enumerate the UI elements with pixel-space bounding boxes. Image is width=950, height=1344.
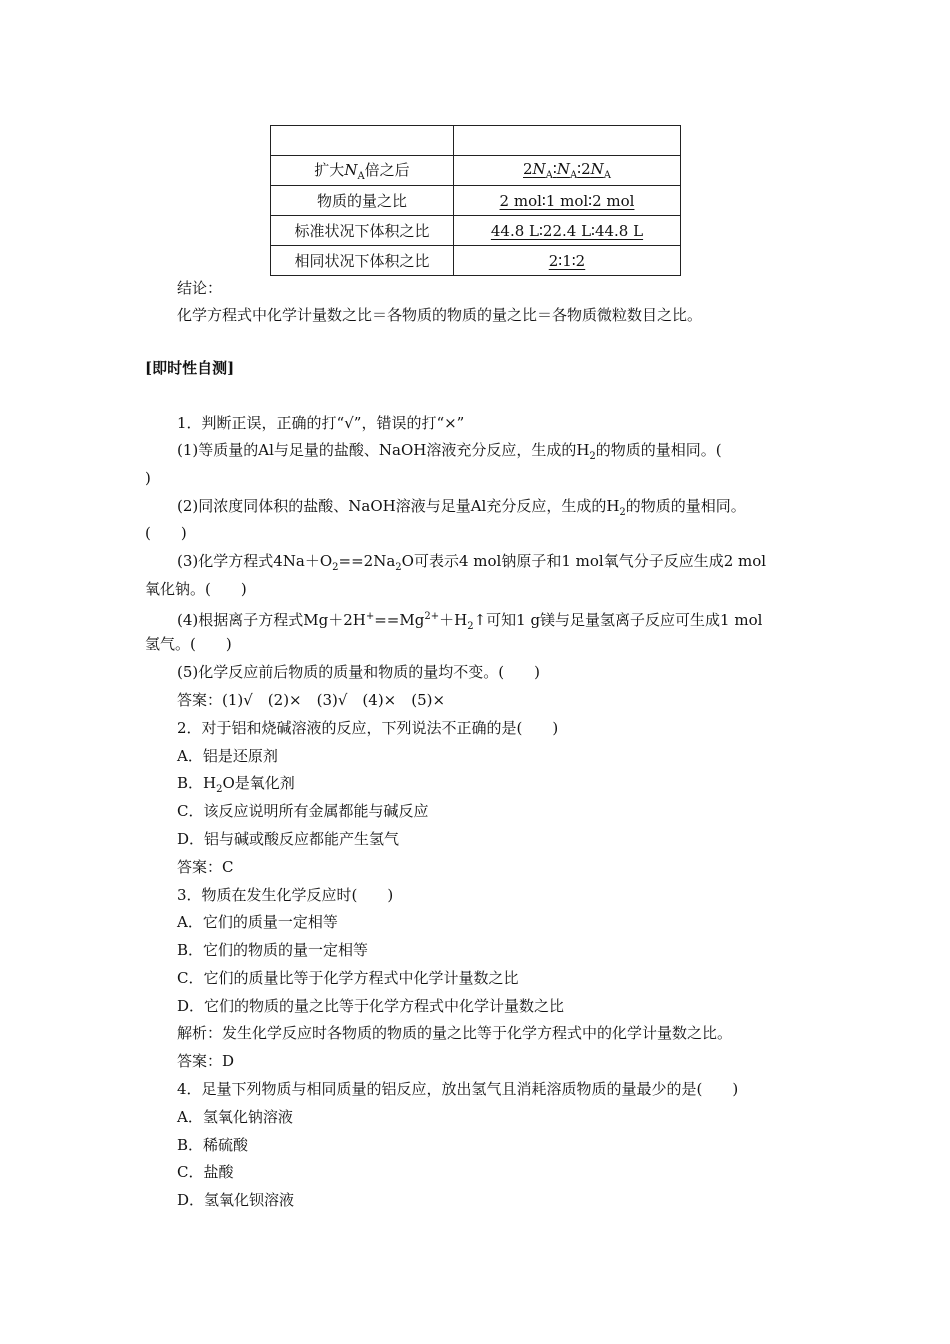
table-cell-label: 扩大$N_A$倍之后	[271, 156, 454, 186]
q1-item-1-cont: )	[145, 469, 151, 487]
q2-option-d: D．铝与碱或酸反应都能产生氢气	[177, 830, 400, 848]
table-cell-label: 标准状况下体积之比	[271, 216, 454, 246]
q4-stem: 4．足量下列物质与相同质量的铝反应，放出氢气且消耗溶质物质的量最少的是( )	[177, 1080, 739, 1098]
q2-option-b: B．$H_2O$是氧化剂	[177, 774, 295, 795]
table-cell-value: $2N_A∶N_A∶2N_A$	[454, 156, 681, 186]
table-cell-value	[454, 186, 681, 216]
q3-option-b: B．它们的物质的量一定相等	[177, 941, 369, 959]
section-title: [即时性自测]	[145, 359, 235, 377]
table-cell-label: 物质的量之比	[271, 186, 454, 216]
q1-stem: 1．判断正误，正确的打“√”，错误的打“×”	[177, 414, 465, 432]
table-cell-value	[454, 246, 681, 276]
q3-option-c: C．它们的质量比等于化学方程式中化学计量数之比	[177, 969, 519, 987]
q1-answer: 答案：(1)√ (2)× (3)√ (4)× (5)×	[177, 691, 446, 709]
q2-stem: 2．对于铝和烧碱溶液的反应，下列说法不正确的是( )	[177, 719, 559, 737]
table-row	[271, 126, 681, 156]
q3-answer: 答案：D	[177, 1052, 235, 1070]
q4-option-d: D．氢氧化钡溶液	[177, 1191, 295, 1209]
table-row	[271, 216, 681, 246]
underlined-value: 44.8 L∶22.4 L∶44.8 L	[490, 221, 644, 240]
table-cell-label: 相同状况下体积之比	[271, 246, 454, 276]
q3-option-d: D．它们的物质的量之比等于化学方程式中化学计量数之比	[177, 997, 565, 1015]
q2-option-c: C．该反应说明所有金属都能与碱反应	[177, 802, 429, 820]
q4-option-b: B．稀硫酸	[177, 1136, 249, 1154]
conclusion-text: 化学方程式中化学计量数之比＝各物质的物质的量之比＝各物质微粒数目之比。	[177, 306, 703, 324]
table-row	[271, 246, 681, 276]
underlined-value: 2∶1∶2	[548, 251, 586, 270]
q1-item-3-cont: 氧化钠。( )	[145, 580, 247, 598]
q1-item-2-cont: ( )	[145, 524, 187, 542]
q1-item-4-cont: 氢气。( )	[145, 635, 232, 653]
ratio-table	[270, 125, 681, 276]
q3-stem: 3．物质在发生化学反应时( )	[177, 886, 394, 904]
q1-item-4: (4)根据离子方程式$Mg+2H^+==Mg^{2+}+H_2↑$可知1 g镁与足量氢离子反应可生成1 mol	[177, 611, 763, 632]
q1-item-5: (5)化学反应前后物质的质量和物质的量均不变。( )	[177, 663, 540, 681]
q1-item-3: (3)化学方程式$4Na+O_2==2Na_2O$可表示4 mol钠原子和1 mol氧气分子反应生成2 mol	[177, 552, 767, 573]
table-cell-value	[454, 126, 681, 156]
q1-item-2: (2)同浓度同体积的盐酸、NaOH溶液与足量Al充分反应，生成的$H_2$的物质的量相同。	[177, 497, 746, 518]
table-row	[271, 186, 681, 216]
q2-option-a: A．铝是还原剂	[177, 747, 278, 765]
q2-answer: 答案：C	[177, 858, 234, 876]
q1-item-1: (1)等质量的Al与足量的盐酸、NaOH溶液充分反应，生成的$H_2$的物质的量相同。(	[177, 441, 722, 462]
conclusion-label: 结论：	[177, 279, 223, 297]
table-cell-value	[454, 216, 681, 246]
table-row	[271, 156, 681, 186]
q3-analysis: 解析：发生化学反应时各物质的物质的量之比等于化学方程式中的化学计量数之比。	[177, 1024, 733, 1042]
underlined-value: 2 mol∶1 mol∶2 mol	[499, 191, 635, 210]
q4-option-c: C．盐酸	[177, 1163, 234, 1181]
q3-option-a: A．它们的质量一定相等	[177, 913, 338, 931]
table-cell-label	[271, 126, 454, 156]
q4-option-a: A．氢氧化钠溶液	[177, 1108, 293, 1126]
